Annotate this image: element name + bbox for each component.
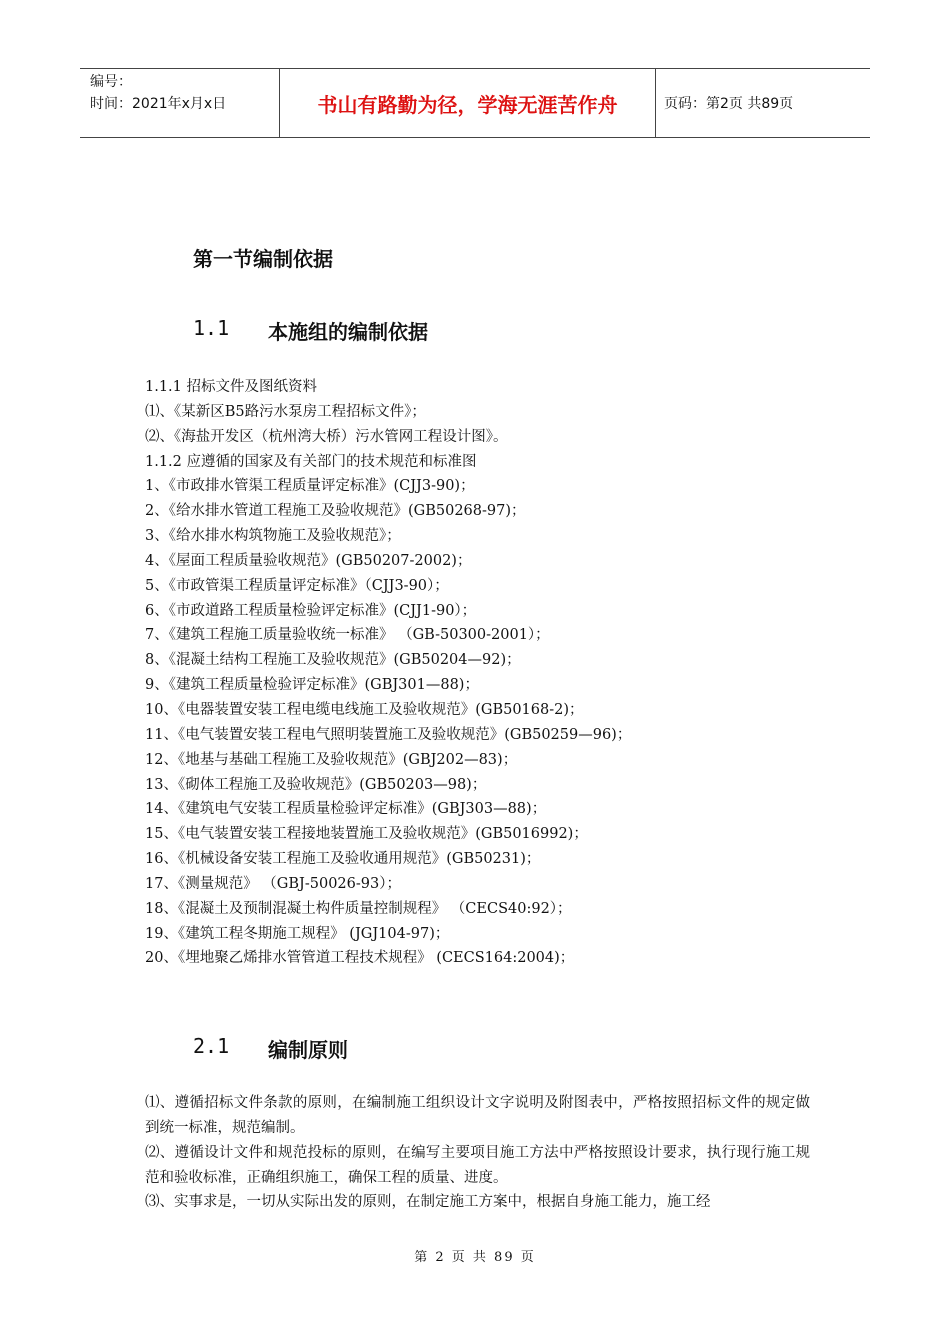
heading-number: 1.1 [193,316,230,340]
list-item: 18、《混凝土及预制混凝土构件质量控制规程》 （CECS40:92）； [145,900,572,917]
list-item: 16、《机械设备安装工程施工及验收通用规范》(GB50231)； [145,851,541,868]
section-title: 第一节编制依据 [193,247,333,271]
principles-text [145,1091,810,1215]
header-meta [80,69,280,137]
heading-1-1 [193,316,428,345]
list-item: 1.1.2 应遵循的国家及有关部门的技术规范和标准图 [145,453,477,470]
list-item: 7、《建筑工程施工质量验收统一标准》 （GB-50300-2001）； [145,627,550,644]
list-item: 6、《市政道路工程质量检验评定标准》(CJJ1-90）； [145,602,477,619]
list-item: 1.1.1 招标文件及图纸资料 [145,379,318,395]
heading-text: 本施组的编制依据 [268,320,428,344]
header-page-info: 页码：第2页 共89页 [664,96,794,112]
list-item: 13、《砌体工程施工及验收规范》(GB50203—98)； [145,776,487,793]
heading-2-1 [193,1034,348,1063]
list-item: ⑵、《海盐开发区（杭州湾大桥）污水管网工程设计图》。 [145,428,508,445]
list-item: 17、《测量规范》 （GBJ-50026-93）； [145,875,401,892]
list-item: 20、《埋地聚乙烯排水管管道工程技术规程》 (CECS164:2004)； [145,950,575,967]
code-label: 编号： [90,74,132,90]
time-label: 时间：2021年x月x日 [90,96,227,112]
list-item: 2、《给水排水管道工程施工及验收规范》(GB50268-97)； [145,503,526,520]
list-item: 15、《电气装置安装工程接地装置施工及验收规范》(GB5016992)； [145,826,588,843]
heading-text: 编制原则 [268,1038,348,1062]
basis-list [145,375,631,971]
header-motto: 书山有路勤为径，学海无涯苦作舟 [280,69,656,137]
list-item: 8、《混凝土结构工程施工及验收规范》(GB50204—92)； [145,652,521,669]
list-item: 5、《市政管渠工程质量评定标准》（CJJ3-90）； [145,577,449,594]
list-item: 12、《地基与基础工程施工及验收规范》(GBJ202—83)； [145,751,518,768]
list-item: 1、《市政排水管渠工程质量评定标准》(CJJ3-90)； [145,478,475,495]
list-item: ⑴、《某新区B5路污水泵房工程招标文件》； [145,403,426,420]
page-footer: 第 2 页 共 89 页 [414,1250,536,1265]
page-header [80,68,870,138]
heading-number: 2.1 [193,1034,230,1058]
list-item: 14、《建筑电气安装工程质量检验评定标准》(GBJ303—88)； [145,801,547,818]
list-item: 4、《屋面工程质量验收规范》(GB50207-2002)； [145,552,472,569]
list-item: 11、《电气装置安装工程电气照明装置施工及验收规范》(GB50259—96)； [145,726,632,743]
list-item: 10、《电器装置安装工程电缆电线施工及验收规范》(GB50168-2)； [145,701,584,718]
list-item: 19、《建筑工程冬期施工规程》 (JGJ104-97)； [145,925,450,942]
list-item: 9、《建筑工程质量检验评定标准》(GBJ301—88)； [145,677,479,694]
paragraph: ⑶、实事求是，一切从实际出发的原则，在制定施工方案中，根据自身施工能力，施工经 [145,1194,711,1211]
paragraph: ⑴、遵循招标文件条款的原则，在编制施工组织设计文字说明及附图表中，严格按照招标文件的规定做到统一标准，规范编制。 [145,1095,810,1136]
paragraph: ⑵、遵循设计文件和规范投标的原则，在编写主要项目施工方法中严格按照设计要求，执行现行施工规范和验收标准，正确组织施工，确保工程的质量、进度。 [145,1144,810,1186]
list-item: 3、《给水排水构筑物施工及验收规范》； [145,528,401,545]
